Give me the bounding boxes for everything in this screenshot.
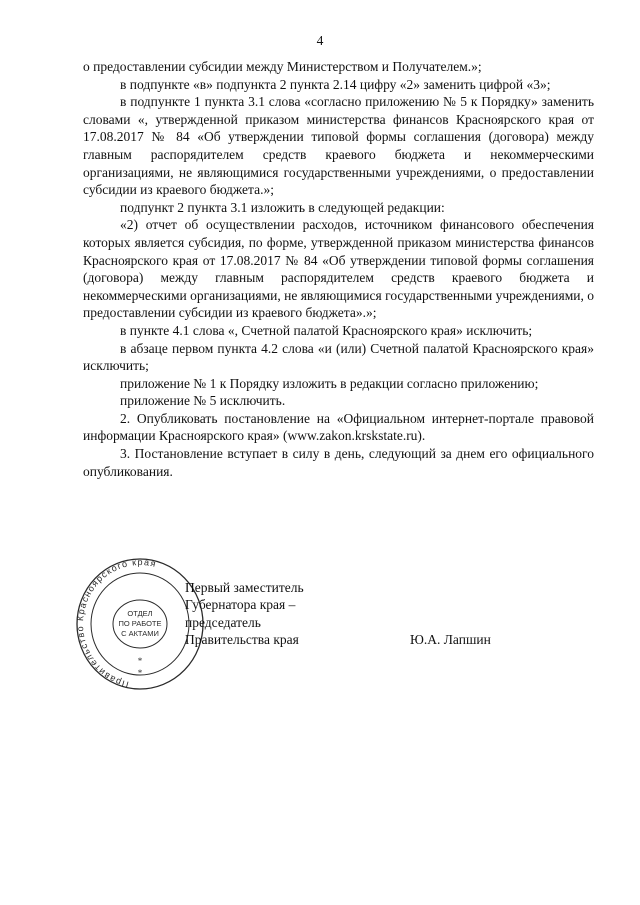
- paragraph: о предоставлении субсидии между Министерством и Получателем.»;: [83, 59, 482, 74]
- paragraph: приложение № 5 исключить.: [120, 393, 286, 409]
- paragraph: в пункте 4.1 слова «, Счетной палатой Красноярского края» исключить;: [120, 322, 533, 338]
- paragraph: 3. Постановление вступает в силу в день, следующий за днем его официального опубликования.: [83, 446, 594, 479]
- paragraph: подпункт 2 пункта 3.1 изложить в следующей редакции:: [120, 199, 445, 215]
- signer-position: Губернатора края –: [185, 597, 296, 612]
- signer-position: председатель: [185, 615, 261, 630]
- paragraph: в подпункте 1 пункта 3.1 слова «согласно приложению № 5 к Порядку» заменить словами «, утвержденной приказом министерства финансов Красноярского края от 17.08.2017 № 84 «Об утверждении типовой формы соглашения (договора) между главным распорядителем средств краевого бюджета и некоммерческими организациями, не являющимися государственными учреждениями, о предоставлении субсидии из краевого бюджета.»;: [83, 94, 594, 198]
- signer-name: Ю.А. Лапшин: [410, 632, 491, 647]
- seal-center-line: С АКТАМИ: [121, 629, 159, 638]
- paragraph: в подпункте «в» подпункта 2 пункта 2.14 цифру «2» заменить цифрой «3»;: [120, 76, 551, 92]
- paragraph: приложение № 1 к Порядку изложить в редакции согласно приложению;: [120, 375, 539, 391]
- seal-outer-text: Правительство Красноярского края: [74, 556, 158, 690]
- paragraph: «2) отчет об осуществлении расходов, источником финансового обеспечения которых является субсидия, по форме, утвержденной приказом министерства финансов Красноярского края от 17.08.2017 № 84 «Об утверждении типовой формы соглашения (договора) между главным распорядителем средств краевого бюджета и некоммерческими организациями, не являющимися государственными учреждениями, о предоставлении субсидии из краевого бюджета».»;: [83, 217, 594, 321]
- seal-star-icon: *: [137, 656, 143, 666]
- seal-center-line: ПО РАБОТЕ: [118, 619, 162, 628]
- signer-position: Правительства края: [185, 632, 299, 647]
- seal-star-icon: *: [137, 668, 143, 678]
- page-number: 4: [316, 33, 324, 48]
- paragraph: в абзаце первом пункта 4.2 слова «и (или) Счетной палатой Красноярского края» исключить;: [83, 340, 594, 374]
- paragraph: 2. Опубликовать постановление на «Официальном интернет-портале правовой информации Красноярского края» (www.zakon.krskstate.ru).: [83, 410, 594, 444]
- signer-position: Первый заместитель: [185, 580, 304, 595]
- seal-center-line: ОТДЕЛ: [127, 609, 153, 618]
